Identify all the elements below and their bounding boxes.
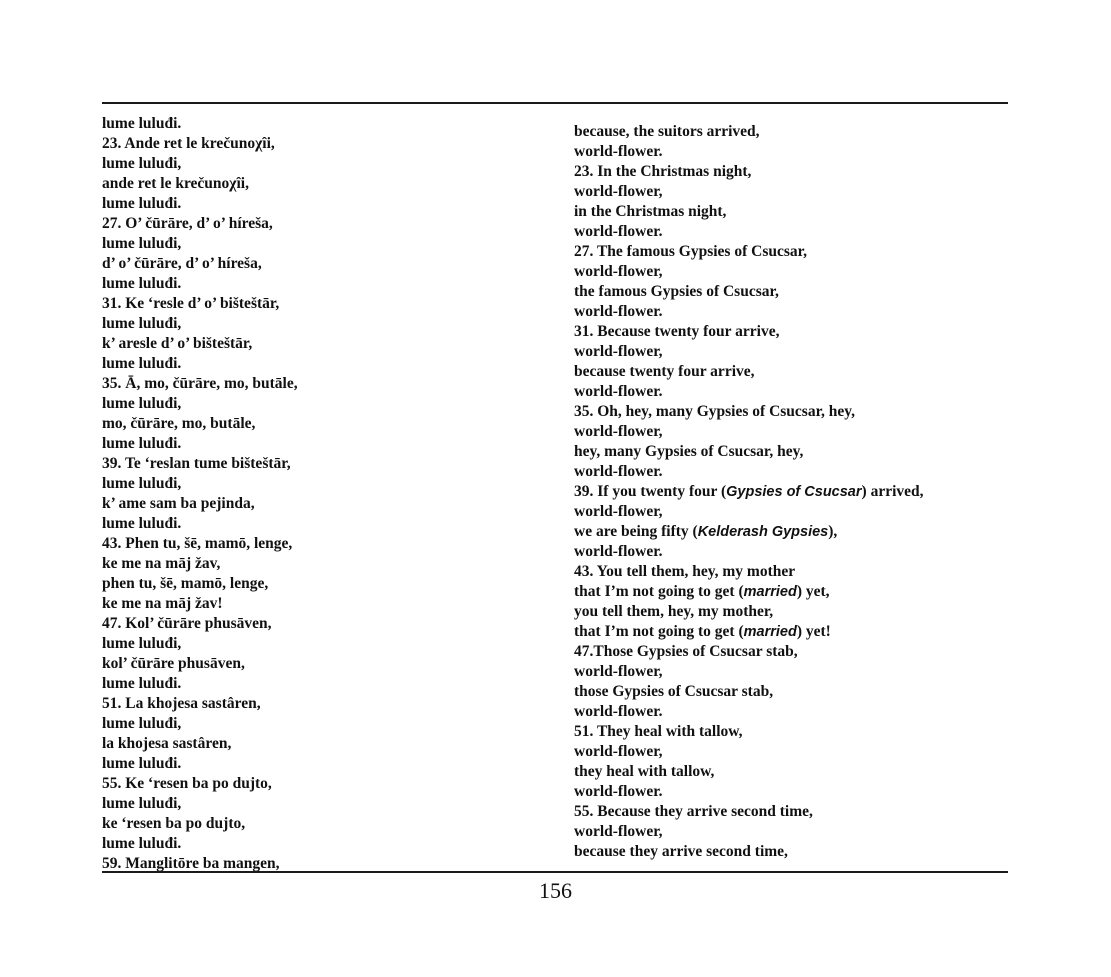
text-line: 23. Ande ret le krečunoχîi, <box>102 135 275 152</box>
text-line: 27. The famous Gypsies of Csucsar, <box>574 243 807 260</box>
text-segment: that I’m not going to get ( <box>574 623 744 640</box>
text-segment: ) yet, <box>796 583 830 600</box>
text-line: the famous Gypsies of Csucsar, <box>574 283 779 300</box>
text-line: 27. O’ čūrāre, d’ o’ híreša, <box>102 215 273 232</box>
text-segment: that I’m not going to get ( <box>574 583 744 600</box>
text-segment: ) yet! <box>796 623 831 640</box>
text-line: lume luluđi, <box>102 475 182 492</box>
text-line: 55. Ke ‘resen ba po dujto, <box>102 775 272 792</box>
page-number: 156 <box>539 878 572 903</box>
text-line <box>574 622 924 642</box>
text-line: world-flower, <box>574 743 663 760</box>
text-line: 35. Oh, hey, many Gypsies of Csucsar, hey, <box>574 403 856 420</box>
text-line: world-flower, <box>574 503 663 520</box>
text-line: world-flower. <box>574 783 663 800</box>
text-line: lume luluđi. <box>102 835 182 852</box>
italic-gloss: Gypsies of Csucsar <box>726 484 862 500</box>
text-line: lume luluđi, <box>102 395 182 412</box>
text-line: 35. Ā, mo, čūrāre, mo, butāle, <box>102 375 298 392</box>
text-line: lume luluđi. <box>102 755 182 772</box>
text-line <box>574 582 924 602</box>
text-line: world-flower. <box>574 383 663 400</box>
text-line: 55. Because they arrive second time, <box>574 803 813 820</box>
text-line <box>574 482 924 502</box>
text-line: lume luluđi, <box>102 795 182 812</box>
text-line: lume luluđi. <box>102 435 182 452</box>
text-line: k’ ame sam ba pejinda, <box>102 495 255 512</box>
text-line: they heal with tallow, <box>574 763 715 780</box>
text-line: 39. Te ‘reslan tume bišteštār, <box>102 455 291 472</box>
text-line: world-flower, <box>574 823 663 840</box>
text-line: because twenty four arrive, <box>574 363 755 380</box>
text-line: world-flower, <box>574 663 663 680</box>
text-line: k’ aresle d’ o’ bišteštār, <box>102 335 253 352</box>
text-line: ke ‘resen ba po dujto, <box>102 815 246 832</box>
text-line: those Gypsies of Csucsar stab, <box>574 683 774 700</box>
text-line: ande ret le krečunoχîi, <box>102 175 249 192</box>
text-line: 59. Manglitōre ba mangen, <box>102 855 280 872</box>
bottom-rule <box>102 871 1008 873</box>
text-segment: ), <box>828 523 838 540</box>
text-line: world-flower. <box>574 703 663 720</box>
text-segment: we are being fifty ( <box>574 523 698 540</box>
text-line: lume luluđi. <box>102 355 182 372</box>
text-line: world-flower, <box>574 183 663 200</box>
text-line: d’ o’ čūrāre, d’ o’ híreša, <box>102 255 262 272</box>
text-line: 31. Ke ‘resle d’ o’ bišteštār, <box>102 295 280 312</box>
text-line: 47.Those Gypsies of Csucsar stab, <box>574 643 798 660</box>
text-line: 51. La khojesa sastâren, <box>102 695 261 712</box>
text-line: 31. Because twenty four arrive, <box>574 323 780 340</box>
romani-text-column <box>102 114 298 874</box>
text-line: 47. Kol’ čūrāre phusāven, <box>102 615 272 632</box>
text-line: lume luluđi, <box>102 315 182 332</box>
text-line: world-flower. <box>574 143 663 160</box>
italic-gloss: married <box>743 624 797 640</box>
text-line: world-flower. <box>574 463 663 480</box>
text-line: ke me na māj žav! <box>102 595 223 612</box>
text-line: world-flower, <box>574 423 663 440</box>
text-line: world-flower, <box>574 343 663 360</box>
text-line: lume luluđi. <box>102 515 182 532</box>
text-line: la khojesa sastâren, <box>102 735 232 752</box>
text-line <box>574 522 924 542</box>
text-line: lume luluđi, <box>102 155 182 172</box>
text-line: lume luluđi. <box>102 115 182 132</box>
text-line: world-flower. <box>574 303 663 320</box>
text-line: lume luluđi, <box>102 235 182 252</box>
text-line: 51. They heal with tallow, <box>574 723 743 740</box>
text-line: ke me na māj žav, <box>102 555 221 572</box>
italic-gloss: married <box>743 584 797 600</box>
text-line: lume luluđi. <box>102 675 182 692</box>
text-line: you tell them, hey, my mother, <box>574 603 774 620</box>
text-line: hey, many Gypsies of Csucsar, hey, <box>574 443 804 460</box>
text-line: lume luluđi. <box>102 195 182 212</box>
text-line: world-flower. <box>574 223 663 240</box>
text-line: world-flower. <box>574 543 663 560</box>
top-rule <box>102 102 1008 104</box>
text-line: in the Christmas night, <box>574 203 727 220</box>
english-translation-column <box>574 122 924 862</box>
text-line: kol’ čūrāre phusāven, <box>102 655 245 672</box>
text-segment: ) arrived, <box>861 483 924 500</box>
text-line: 23. In the Christmas night, <box>574 163 752 180</box>
text-line: mo, čūrāre, mo, butāle, <box>102 415 256 432</box>
text-line: because, the suitors arrived, <box>574 123 760 140</box>
text-line: lume luluđi, <box>102 635 182 652</box>
text-line: lume luluđi, <box>102 715 182 732</box>
text-line: phen tu, šē, mamō, lenge, <box>102 575 269 592</box>
italic-gloss: Kelderash Gypsies <box>697 524 829 540</box>
text-segment: 39. If you twenty four ( <box>574 483 727 500</box>
text-line: 43. You tell them, hey, my mother <box>574 563 796 580</box>
text-line: because they arrive second time, <box>574 843 788 860</box>
text-line: lume luluđi. <box>102 275 182 292</box>
text-line: 43. Phen tu, šē, mamō, lenge, <box>102 535 293 552</box>
text-line: world-flower, <box>574 263 663 280</box>
